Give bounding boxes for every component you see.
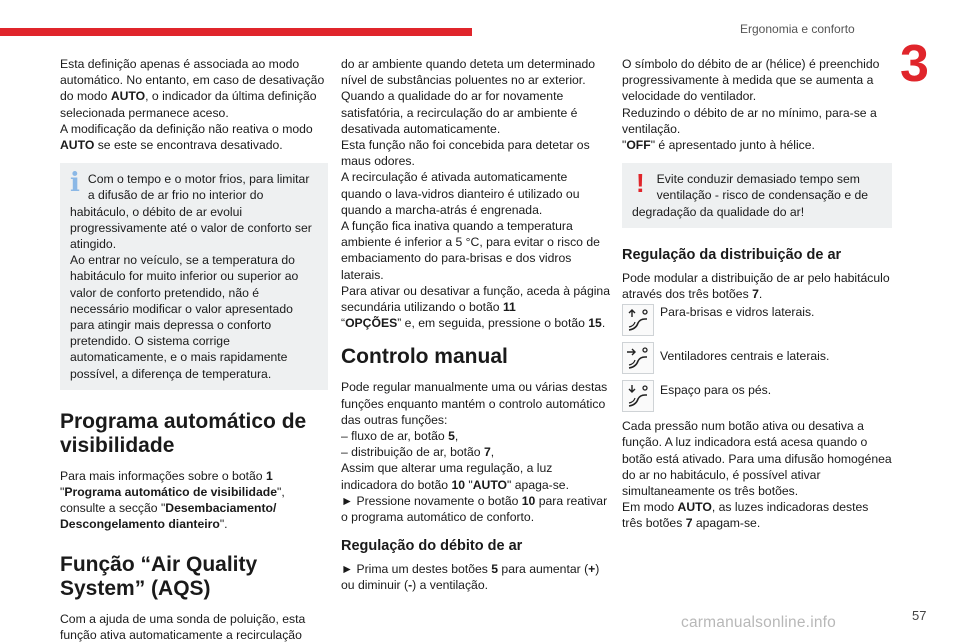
paragraph: Reduzindo o débito de ar no mínimo, para-se a ventilação. <box>622 105 877 136</box>
section-title: Ergonomia e conforto <box>740 22 855 36</box>
distribution-label: Espaço para os pés. <box>660 383 772 398</box>
info-icon: i <box>70 168 80 199</box>
column-3 <box>622 56 892 532</box>
distribution-label: Para-brisas e vidros laterais. <box>660 305 815 320</box>
page-number: 57 <box>912 608 927 623</box>
paragraph: Para ativar ou desativar a função, aceda à página secundária utilizando o botão 11 “OPÇÕES” e, em seguida, pressione o botão 15. <box>341 283 610 331</box>
column-2 <box>341 56 611 594</box>
header-accent-bar <box>0 28 472 36</box>
paragraph: Para mais informações sobre o botão 1 "Programa automático de visibilidade", consulte a secção "Desembaciamento/ Descongelamento dianteiro". <box>60 468 285 532</box>
windscreen-distribution-icon <box>622 304 654 336</box>
heading-aqs: Função “Air Quality System” (AQS) <box>60 552 258 600</box>
paragraph: Esta definição apenas é associada ao modo automático. No entanto, em caso de desativação do modo AUTO, o indicador da última definição selecionada permanece aceso. <box>60 57 325 120</box>
paragraph: A modificação da definição não reativa o modo AUTO se este se encontrava desativado. <box>60 121 313 153</box>
feet-distribution-icon <box>622 380 654 412</box>
paragraph: ► Pressione novamente o botão 10 para reativar o programa automático de conforto. <box>341 493 608 525</box>
paragraph: Pode regular manualmente uma ou várias destas funções enquanto mantém o controlo automático das outras funções: <box>341 380 608 427</box>
paragraph: Esta função não foi concebida para detetar os maus odores. <box>341 138 590 169</box>
paragraph: Pode modular a distribuição de ar pelo habitáculo através dos três botões 7. <box>622 270 890 302</box>
paragraph: Com a ajuda de uma sonda de poluição, esta função ativa automaticamente a recirculação <box>60 611 306 642</box>
paragraph: A função fica inativa quando a temperatura ambiente é inferior a 5 °C, para evitar o risco de embaciamento do para-brisas e dos vidros laterais. <box>341 219 600 282</box>
vents-distribution-icon <box>622 342 654 374</box>
paragraph: Cada pressão num botão ativa ou desativa a função. A luz indicadora está acesa quando o botão está ativado. Para uma difusão homogénea do ar no habitáculo, é possível ativar simultaneamente os três botões. <box>622 419 892 499</box>
paragraph: O símbolo do débito de ar (hélice) é preenchido progressivamente à medida que se aumenta a velocidade do ventilador. <box>622 57 880 104</box>
heading-air-flow: Regulação do débito de ar <box>341 538 523 555</box>
heading-air-distribution: Regulação da distribuição de ar <box>622 246 842 263</box>
paragraph: "OFF" é apresentado junto à hélice. <box>622 138 815 153</box>
note-text: Com o tempo e o motor frios, para limitar a difusão de ar frio no interior do habitáculo, o débito de ar evolui progressivamente até o valor de conforto ser atingido. <box>70 172 312 252</box>
column-1 <box>60 56 328 643</box>
heading-visibility: Programa automático de visibilidade <box>60 409 307 457</box>
distribution-row-feet <box>622 380 892 412</box>
distribution-row-vents <box>622 342 892 374</box>
paragraph: Quando a qualidade do ar for novamente satisfatória, a recirculação do ar ambiente é desativada automaticamente. <box>341 89 578 136</box>
paragraph: do ar ambiente quando deteta um determinado nível de substâncias poluentes no ar exterior. <box>341 57 596 88</box>
info-note <box>60 163 328 390</box>
distribution-label: Ventiladores centrais e laterais. <box>660 349 830 364</box>
warning-icon: ! <box>636 168 645 199</box>
paragraph: ► Prima um destes botões 5 para aumentar (+) ou diminuir (-) a ventilação. <box>341 562 600 593</box>
paragraph: Assim que alterar uma regulação, a luz indicadora do botão 10 "AUTO" apaga-se. <box>341 461 569 492</box>
note-text: Evite conduzir demasiado tempo sem ventilação - risco de condensação e de degradação da qualidade do ar! <box>632 172 869 219</box>
warning-note <box>622 163 892 228</box>
heading-manual: Controlo manual <box>341 345 508 369</box>
distribution-row-windscreen <box>622 304 892 336</box>
list-item: – fluxo de ar, botão 5, <box>341 429 459 444</box>
note-text: Ao entrar no veículo, se a temperatura do habitáculo for muito inferior ou superior ao valor de conforto pretendido, não é necessário modificar o valor apresentado para atingir mais depressa o conforto pretendido. O sistema corrige automaticamente, e o mais rapidamente possível, a diferença de temperatura. <box>70 253 299 381</box>
watermark: carmanualsonline.info <box>681 614 836 631</box>
list-item: – distribuição de ar, botão 7, <box>341 445 495 460</box>
paragraph: Em modo AUTO, as luzes indicadoras destes três botões 7 apagam-se. <box>622 500 869 531</box>
paragraph: A recirculação é ativada automaticamente quando o lava-vidros dianteiro é utilizado ou quando a marcha-atrás é engrenada. <box>341 170 580 217</box>
chapter-number: 3 <box>900 35 929 93</box>
